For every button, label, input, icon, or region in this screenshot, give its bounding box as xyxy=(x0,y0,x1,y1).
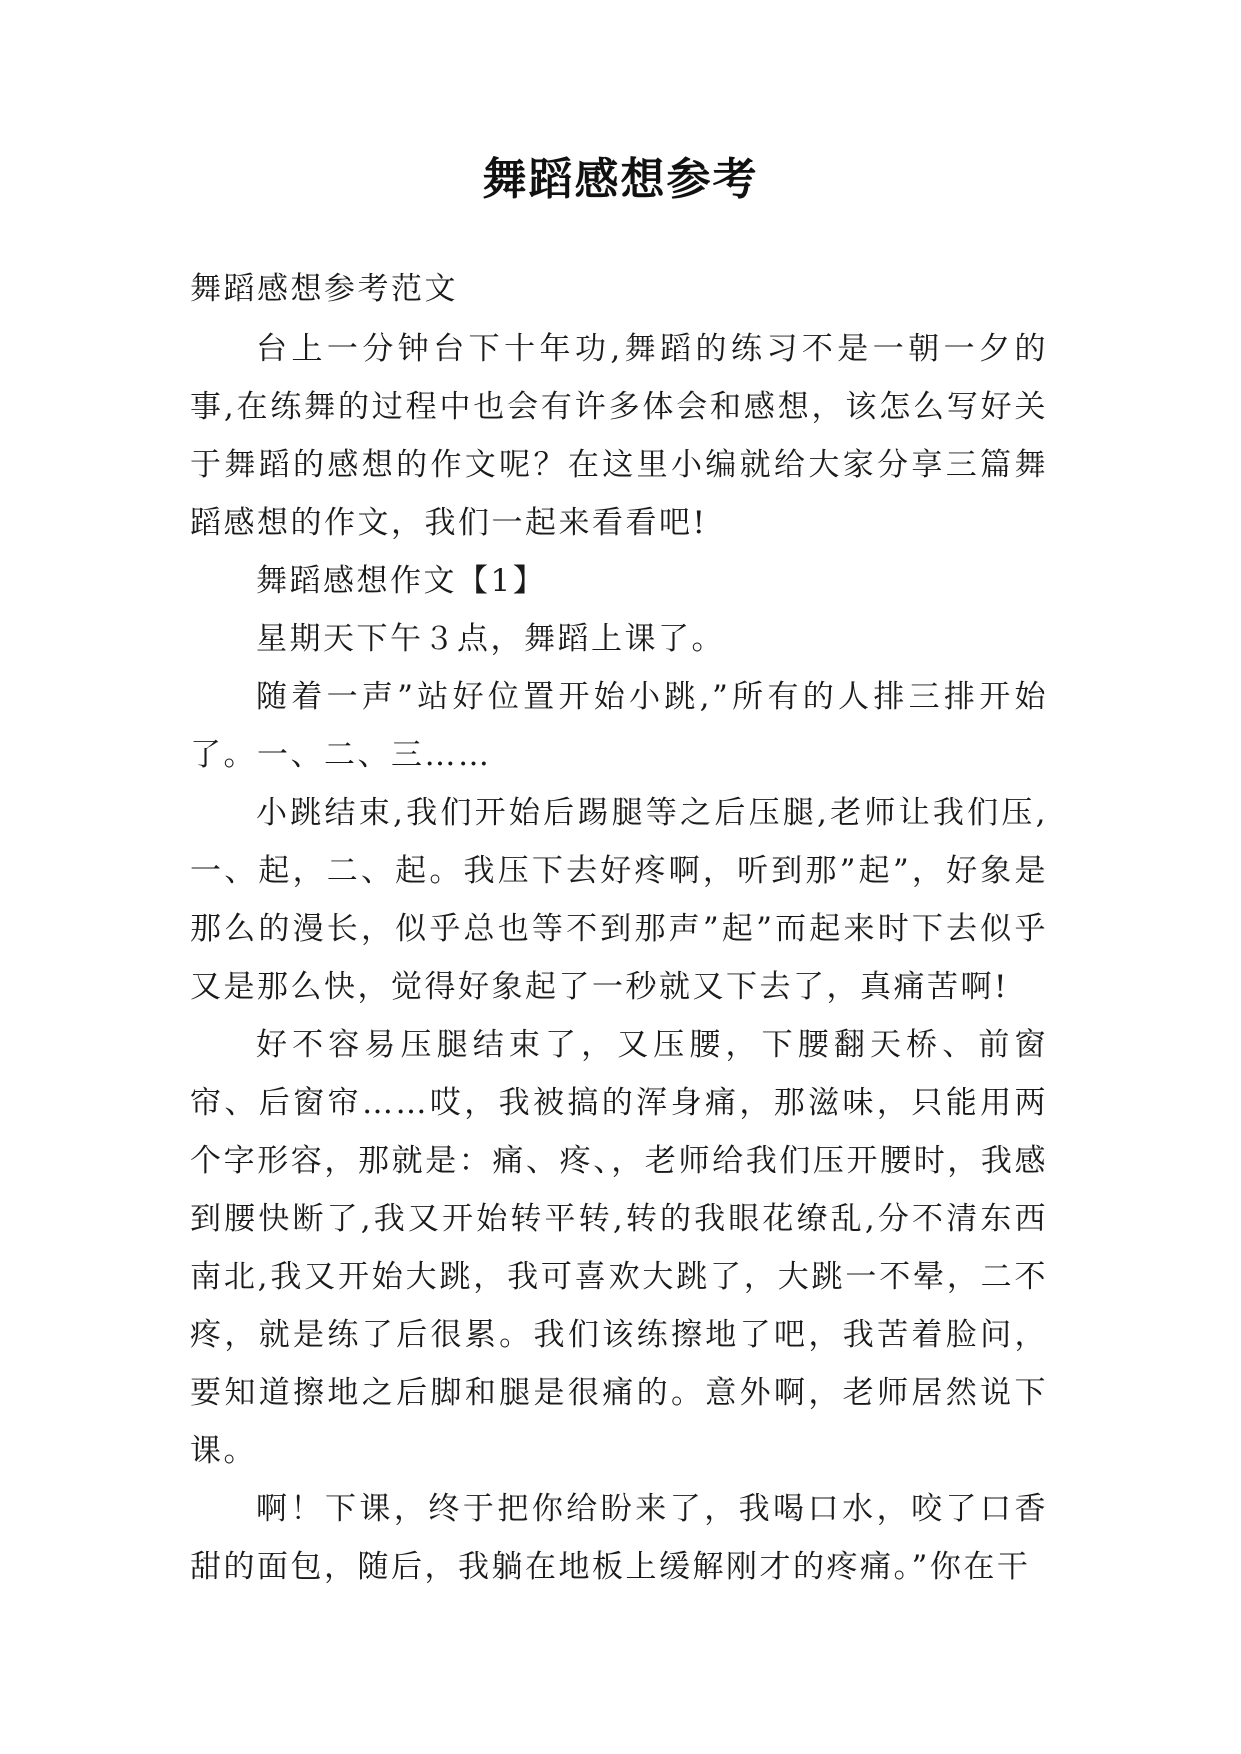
paragraph: 好不容易压腿结束了，又压腰，下腰翻天桥、前窗帘、后窗帘……哎，我被搞的浑身痛，那滋味，只能用两个字形容，那就是：痛、疼、，老师给我们压开腰时，我感到腰快断了,我又开始转平转,转的我眼花缭乱,分不清东西南北,我又开始大跳，我可喜欢大跳了，大跳一不晕，二不疼，就是练了后很累。我们该练擦地了吧，我苦着脸问，要知道擦地之后脚和腿是很痛的。意外啊，老师居然说下课。 xyxy=(190,1027,1048,1469)
document-subtitle: 舞蹈感想参考范文 xyxy=(190,271,458,307)
paragraph: 星期天下午３点，舞蹈上课了。 xyxy=(256,621,725,657)
document-title: 舞蹈感想参考 xyxy=(482,154,759,205)
paragraph: 小跳结束,我们开始后踢腿等之后压腿,老师让我们压,一、起，二、起。我压下去好疼啊，听到那”起”，好象是那么的漫长，似乎总也等不到那声”起”而起来时下去似乎又是那么快，觉得好象起了一秒就又下去了，真痛苦啊! xyxy=(190,795,1048,1005)
section-heading: 舞蹈感想作文【1】 xyxy=(256,563,547,599)
paragraph: 啊！下课，终于把你给盼来了，我喝口水，咬了口香甜的面包，随后，我躺在地板上缓解刚才的疼痛。”你在干 xyxy=(190,1491,1048,1585)
paragraph-intro: 台上一分钟台下十年功,舞蹈的练习不是一朝一夕的事,在练舞的过程中也会有许多体会和感想，该怎么写好关于舞蹈的感想的作文呢？在这里小编就给大家分享三篇舞蹈感想的作文，我们一起来看看吧! xyxy=(190,331,1048,541)
paragraph: 随着一声”站好位置开始小跳,”所有的人排三排开始了。一、二、三…… xyxy=(190,679,1048,773)
document-body xyxy=(190,260,1048,1596)
